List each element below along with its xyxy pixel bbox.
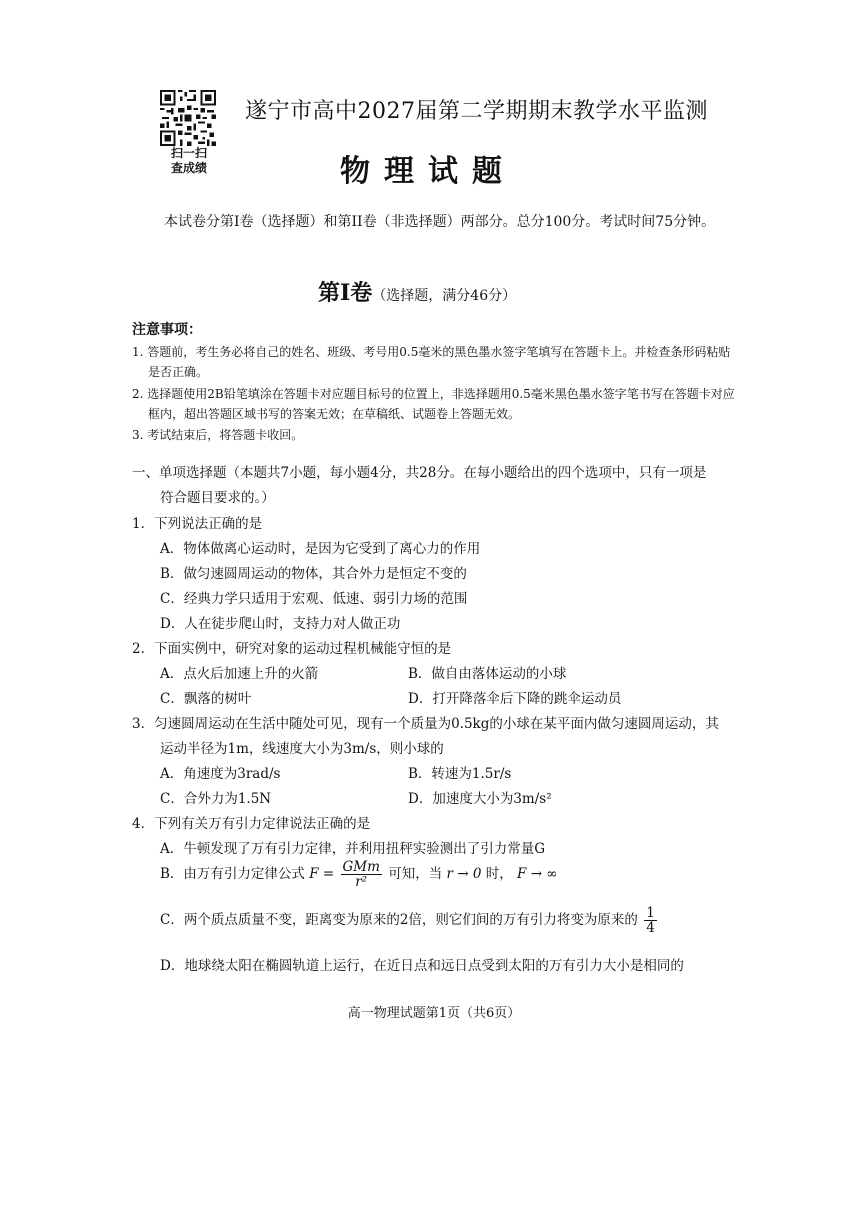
q2-stem: 2．下面实例中，研究对象的运动过程机械能守恒的是	[132, 641, 452, 657]
q2-option-c: C．飘落的树叶	[160, 691, 252, 707]
qr-caption-line1: 扫一扫	[170, 146, 207, 160]
formula-numerator: GMm	[342, 859, 380, 875]
notice-item: 2. 选择题使用2B铅笔填涂在答题卡对应题目标号的位置上，非选择题用0.5毫米黑色墨水签字笔书写在答题卡对应	[132, 387, 735, 401]
q2-option-a: A．点火后加速上升的火箭	[160, 666, 319, 682]
q4-option-b	[160, 860, 558, 889]
page-footer: 高一物理试题第1页（共6页）	[347, 1006, 521, 1021]
q1-stem: 1．下列说法正确的是	[132, 516, 263, 532]
notice-item: 是否正确。	[148, 365, 209, 379]
notice-item: 3. 考试结束后，将答题卡收回。	[132, 428, 304, 442]
intro-text: 本试卷分第I卷（选择题）和第II卷（非选择题）两部分。总分100分。考试时间75分钟。	[164, 214, 716, 230]
section1-heading: 一、单项选择题（本题共7小题，每小题4分，共28分。在每小题给出的四个选项中，只有一项是	[132, 465, 707, 481]
q1-option-d: D．人在徒步爬山时，支持力对人做正功	[160, 616, 401, 632]
subject-title: 物理试题	[340, 154, 516, 189]
q4-option-c	[160, 906, 659, 935]
notice-item: 框内，超出答题区域书写的答案无效；在草稿纸、试题卷上答题无效。	[148, 407, 521, 421]
q3-option-a: A．角速度为3rad/s	[160, 766, 281, 782]
q1-option-c: C．经典力学只适用于宏观、低速、弱引力场的范围	[160, 591, 468, 607]
q4-b-result: F → ∞	[517, 866, 558, 882]
section1-heading-cont: 符合题目要求的。）	[160, 490, 275, 506]
q2-option-d: D．打开降落伞后下降的跳伞运动员	[408, 691, 622, 707]
exam-title: 遂宁市高中2027届第二学期期末教学水平监测	[245, 99, 708, 124]
q4-stem: 4．下列有关万有引力定律说法正确的是	[132, 816, 371, 832]
part1-heading	[318, 276, 516, 307]
fraction-denominator: 4	[646, 920, 655, 936]
qr-caption-line2: 查成绩	[170, 161, 207, 175]
q4-b-then: 时，	[485, 866, 513, 882]
q4-b-prefix: B．由万有引力定律公式	[160, 866, 305, 882]
q4-option-a: A．牛顿发现了万有引力定律，并利用扭秤实验测出了引力常量G	[160, 841, 546, 857]
part1-subtitle: （选择题，满分46分）	[372, 288, 517, 304]
q3-stem-cont: 运动半径为1m，线速度大小为3m/s，则小球的	[160, 741, 444, 757]
one-quarter-fraction	[644, 906, 657, 935]
q3-option-c: C．合外力为1.5N	[160, 791, 272, 807]
q1-option-a: A．物体做离心运动时，是因为它受到了离心力的作用	[160, 541, 481, 557]
qr-caption	[158, 146, 220, 176]
q4-b-condition: r → 0	[446, 866, 482, 882]
qr-code-icon	[160, 90, 216, 146]
q4-b-mid: 可知，当	[388, 866, 443, 882]
notice-heading: 注意事项：	[132, 322, 202, 338]
gravitation-formula-fraction	[341, 860, 382, 889]
q2-option-b: B．做自由落体运动的小球	[408, 666, 567, 682]
q4-c-text: C．两个质点质量不变，距离变为原来的2倍，则它们间的万有引力将变为原来的	[160, 912, 638, 928]
q1-option-b: B．做匀速圆周运动的物体，其合外力是恒定不变的	[160, 566, 467, 582]
q4-b-formula-lhs: F =	[309, 866, 335, 882]
fraction-numerator: 1	[646, 905, 655, 921]
q3-option-d: D．加速度大小为3m/s²	[408, 791, 552, 807]
q4-option-d: D．地球绕太阳在椭圆轨道上运行，在近日点和远日点受到太阳的万有引力大小是相同的	[160, 958, 684, 974]
q3-option-b: B．转速为1.5r/s	[408, 766, 512, 782]
part1-title: 第I卷	[318, 280, 373, 306]
q3-stem: 3．匀速圆周运动在生活中随处可见，现有一个质量为0.5kg的小球在某平面内做匀速圆周运动，其	[132, 716, 719, 732]
notice-item: 1. 答题前，考生务必将自己的姓名、班级、考号用0.5毫米的黑色墨水签字笔填写在答题卡上。并检查条形码粘贴	[132, 345, 731, 359]
formula-denominator: r²	[355, 874, 368, 890]
